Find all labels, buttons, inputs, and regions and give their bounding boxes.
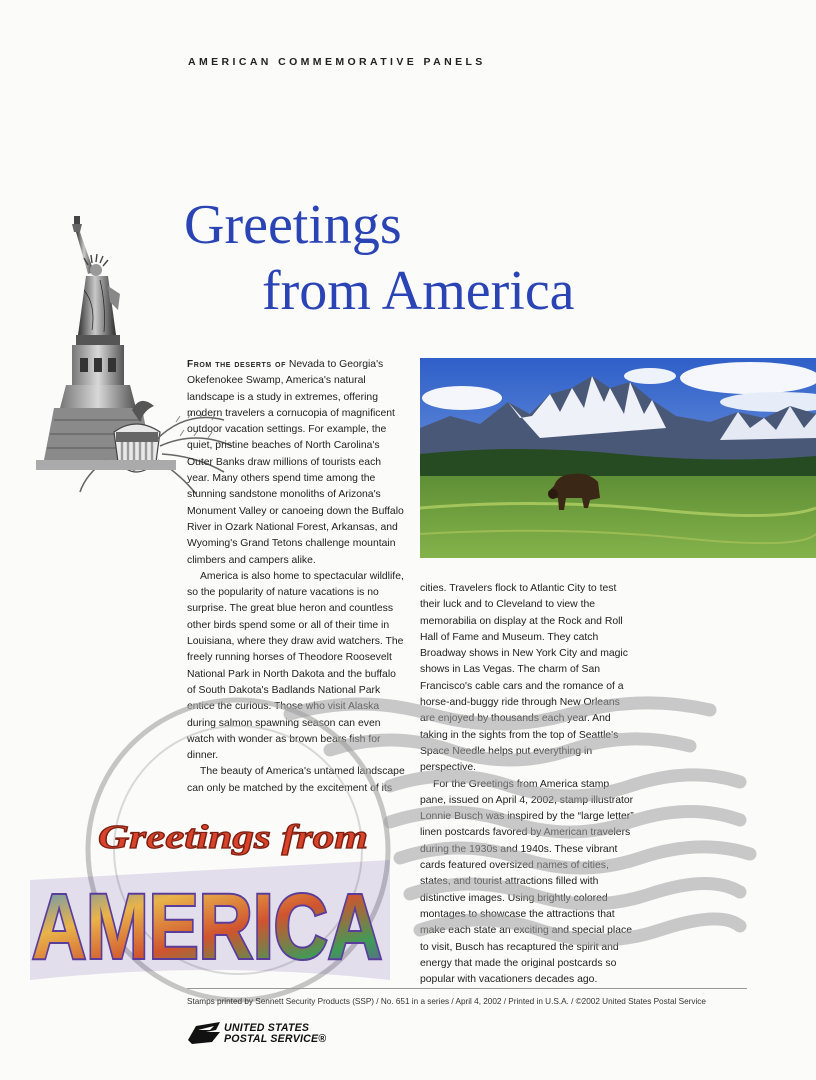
title-line-1: Greetings <box>184 194 402 256</box>
series-header: AMERICAN COMMEMORATIVE PANELS <box>188 56 486 68</box>
eagle-logo-icon <box>186 1020 222 1046</box>
greetings-from-america-stamp-art <box>10 810 400 990</box>
stamp-block-letters: AMERICA <box>32 876 382 978</box>
usps-line-1: UNITED STATES <box>224 1022 310 1034</box>
stamp-script-greetings: Greetings from <box>98 819 368 856</box>
col2-paragraph-1: cities. Travelers flock to Atlantic City to test their luck and to Cleveland to view the memorabilia on display at the Rock and Roll Hall of Fame and Museum. They catch Broadway shows in New York City and magic shows in Las Vegas. The charm of San Francisco's cable cars and the romance of a horse-and-buggy ride through New Orleans are enjoyed by thousands each year. And taking in the sights from the top of Seattle's Space Needle helps put everything in perspective. <box>420 583 628 774</box>
usps-wordmark <box>224 1023 326 1045</box>
lead-in-caps: From the deserts of <box>187 359 286 370</box>
usps-line-2: POSTAL SERVICE® <box>224 1033 327 1045</box>
col1-paragraph-1-text: Nevada to Georgia's Okefenokee Swamp, America's natural landscape is a study in extremes, offering modern travelers a cornucopia of magnificent outdoor vacation settings. For example, the quiet, pristine beaches of North Carolina's Outer Banks draw millions of tourists each year. Many others spend time among the stunning sandstone monoliths of Arizona's Monument Valley or canoeing down the Buffalo River in Ozark National Forest, Arkansas, and Wyoming's Grand Tetons challenge mountain climbers and campers alike. <box>187 359 404 566</box>
col2-paragraph-2: For the Greetings from America stamp pane, issued on April 4, 2002, stamp illustrator Lonnie Busch was inspired by the “large letter” linen postcards favored by American travelers during the 1930s and 1940s. These vibrant cards featured oversized names of cities, states, and tourist attractions filled with distinctive images. Using brightly colored montages to showcase the attractions that make each state an exciting and special place to visit, Busch has recaptured the spirit and energy that made the original postcards so popular with vacationers decades ago. <box>420 778 634 986</box>
grand-tetons-bison-photo <box>420 358 816 558</box>
col1-paragraph-2: America is also home to spectacular wildlife, so the popularity of nature vacations is no surprise. The great blue heron and countless other birds spend some or all of their time in Louisiana, where they draw avid watchers. The freely running horses of Theodore Roosevelt National Park in North Dakota and the buffalo of South Dakota's Badlands National Park entice the curious. Those who visit Alaska during salmon spawning season can even watch with wonder as brown bears fish for dinner. <box>187 570 404 762</box>
col1-paragraph-3: The beauty of America's untamed landscape can only be matched by the excitement of its <box>187 766 405 794</box>
footer-rule <box>187 988 747 989</box>
col1-paragraph-1 <box>187 357 405 569</box>
title-line-2: from America <box>262 260 575 322</box>
printing-credits: Stamps printed by Sennett Security Products (SSP) / No. 651 in a series / April 4, 2002 / Printed in U.S.A. / ©2002 United States Postal Service <box>187 997 706 1006</box>
usps-logo <box>186 1020 336 1048</box>
